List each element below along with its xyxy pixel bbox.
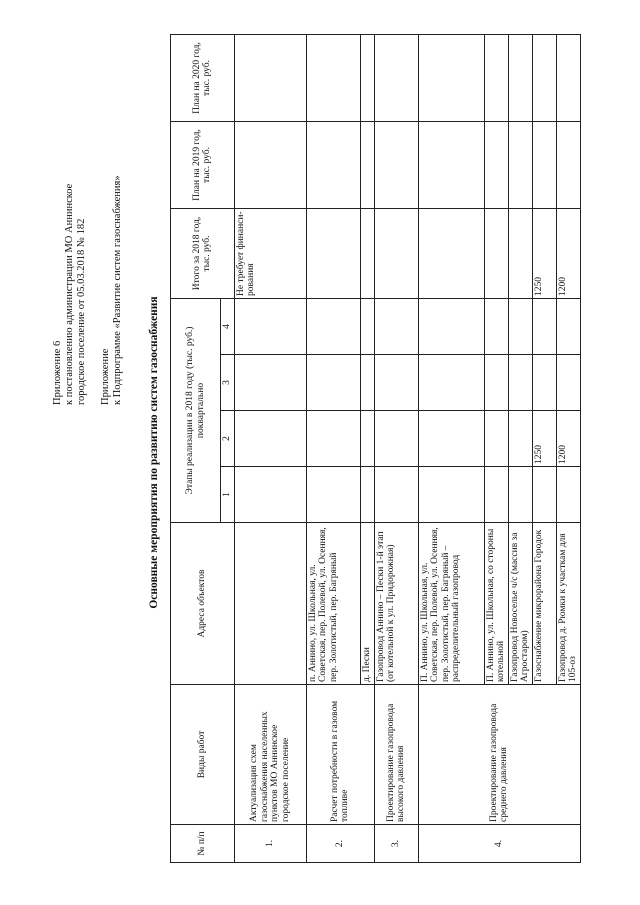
row-num: 3. [374,825,418,863]
row-num: 2. [306,825,374,863]
col-header-q1: 1 [221,467,235,523]
measures-table [170,34,581,863]
row-address: Газопровод Новоселье ч/с (массив за Агростаром) [508,523,532,685]
annex-header [52,75,124,405]
document-title: Основные мероприятия по развитию систем газоснабжения [148,296,160,609]
col-header-q3: 3 [221,355,235,411]
row-q2-value: 1200 [556,411,580,467]
col-header-plan-2020: План на 2020 год, тыс. руб. [171,34,235,121]
col-header-address: Адреса объектов [171,523,235,685]
col-header-stages: Этапы реализации в 2018 году (тыс. руб.) поквартально [171,298,221,522]
col-header-q2: 2 [221,411,235,467]
row-address: Газоснабжение микрорайона Городок [532,523,556,685]
col-header-works: Виды работ [171,685,235,825]
col-header-q4: 4 [221,298,235,354]
row-address: П. Аннино, ул. Школьная, со стороны котельной [484,523,508,685]
row-works: Расчет потребности в газовом топливе [306,685,374,825]
row-works: Актуализация схем газоснабжения населенных пунктов МО Аннинское городское поселение [234,685,306,825]
row-num: 4. [418,825,580,863]
subprogram-line: к Подпрограмме «Развитие систем газоснабжения» [112,175,123,405]
row-total: Не требует финанси-рования [234,208,306,298]
row-q2-value: 1250 [532,411,556,467]
col-header-plan-2019: План на 2019 год, тыс. руб. [171,121,235,208]
table-row [374,34,418,862]
annex-label: Приложение [100,348,111,405]
col-header-num: № п/п [171,825,235,863]
row-works: Проектирование газопровода среднего давления [418,685,580,825]
table-row [234,34,306,862]
row-total: 1250 [532,208,556,298]
decree-line-1: к постановлению администрации МО Аннинское [64,183,75,405]
annex-number: Приложение 6 [52,340,63,405]
table-row [418,34,484,862]
row-address: д. Пески [360,523,374,685]
row-num: 1. [234,825,306,863]
decree-line-2: городское поселение от 05.03.2018 № 182 [76,218,87,405]
row-address: Газопровод Аннино – Пески 1-й этап (от котельной к ул. Придорожная) [374,523,418,685]
row-total: 1200 [556,208,580,298]
row-address: п. Аннино, ул. Школьная, ул. Советская, пер. Полевой, ул. Осенняя, пер. Золотистый, пер. Багряный [306,523,360,685]
row-works: Проектирование газопровода высокого давления [374,685,418,825]
row-address: П. Аннино, ул. Школьная, ул. Советская, пер. Полевой, ул. Осенняя, пер. Золотистый, пер. Багряный – распределительный газопровод [418,523,484,685]
row-address: Газопровод д. Рюмки к участкам для 105-оз [556,523,580,685]
table-row [306,34,360,862]
col-header-total: Итого за 2018 год, тыс. руб. [171,208,235,298]
